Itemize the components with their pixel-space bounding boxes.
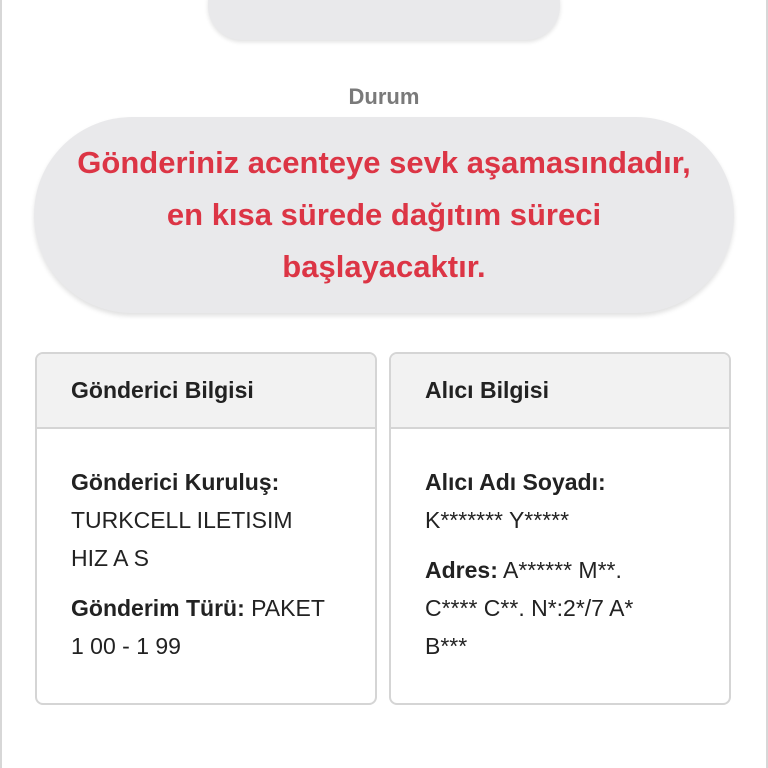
receiver-info-card xyxy=(389,352,731,705)
left-edge xyxy=(0,0,2,768)
sender-organization-value-line: TURKCELL ILETISIM xyxy=(71,507,293,533)
status-label: Durum xyxy=(348,84,420,109)
receiver-card-title: Alıcı Bilgisi xyxy=(391,354,729,429)
sender-organization-value-line: HIZ A S xyxy=(71,545,149,571)
receiver-address-value-line: C**** C**. N*:2*/7 A* xyxy=(425,595,634,621)
sender-organization-field xyxy=(71,463,361,577)
status-message-line: en kısa sürede dağıtım süreci xyxy=(166,197,602,232)
status-message-line: başlayacaktır. xyxy=(282,249,486,284)
sender-card-title: Gönderici Bilgisi xyxy=(37,354,375,429)
shipment-type-field xyxy=(71,589,361,665)
shipment-type-value: PAKET xyxy=(244,595,325,621)
tracking-number-pill xyxy=(208,0,560,40)
sender-organization-label: Gönderici Kuruluş: xyxy=(71,469,280,495)
receiver-name-field xyxy=(425,463,715,539)
status-message-line: Gönderiniz acenteye sevk aşamasındadır, xyxy=(77,145,691,180)
receiver-name-value: K******* Y***** xyxy=(425,507,570,533)
receiver-name-label: Alıcı Adı Soyadı: xyxy=(425,469,606,495)
receiver-address-field xyxy=(425,551,715,665)
shipment-type-value-line: 1 00 - 1 99 xyxy=(71,633,181,659)
status-message xyxy=(54,137,714,293)
receiver-card-body xyxy=(391,429,729,665)
shipment-type-label: Gönderim Türü: xyxy=(71,595,245,621)
sender-info-card xyxy=(35,352,377,705)
sender-card-body xyxy=(37,429,375,665)
receiver-address-label: Adres: xyxy=(425,557,498,583)
receiver-address-value: A****** M**. xyxy=(497,557,622,583)
status-pill xyxy=(34,117,734,313)
receiver-address-value-line: B*** xyxy=(425,633,468,659)
